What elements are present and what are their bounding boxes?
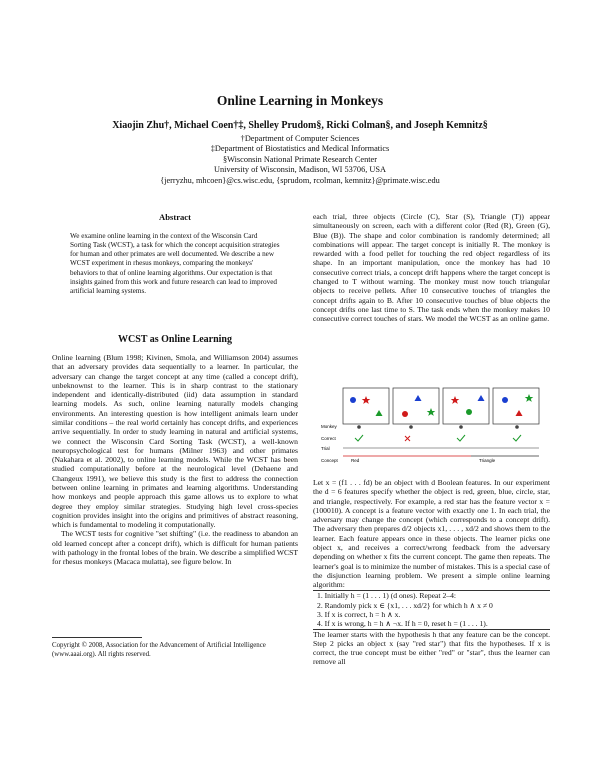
correct-markers xyxy=(355,435,521,441)
body-paragraph: Let x = (f1 . . . fd) be an object with d Boolean features. In our experiment the d = 6 features specify whether the object is red, green, blue, circle, star, and triangle, respectively. For example, a red star has the feature vector x = (100010). A concept is a feature vector with exactly one 1. In each trial, the adversary may change the concept (which corresponds to a concept drift). The adversary then prepares d/2 objects x1, . . . , xd/2 and shows them to the learner. Each feature appears once in these objects. The learner picks one object x, and receives a correct/wrong feedback from the adversary depending on whether x fits the current concept. The game then repeats. The learner's goal is to minimize the number of mistakes. This is a special case of the disjunction learning problem. We present a simple online learning algorithm: xyxy=(313,478,550,590)
monkey-label: Monkey xyxy=(321,424,337,429)
circle-icon xyxy=(402,411,408,417)
star-icon xyxy=(427,408,436,416)
algorithm-step: 4. If x is wrong, h = h ∧ ¬x. If h = 0, reset h = (1 . . . 1). xyxy=(317,619,488,629)
right-column-top xyxy=(313,212,550,323)
concept-label: Concept xyxy=(321,458,338,463)
author-list: Xiaojin Zhu†, Michael Coen†‡, Shelley Prudom§, Ricki Colman§, and Joseph Kemnitz§ xyxy=(112,120,488,131)
abstract-heading: Abstract xyxy=(159,212,191,222)
paper-title: Online Learning in Monkeys xyxy=(216,93,384,108)
monkey-choice-icons xyxy=(357,425,519,429)
copyright-footnote: Copyright © 2008, Association for the Advancement of Artificial Intelligence (www.aaai.org). All rights reserved. xyxy=(52,642,266,658)
right-column-bottom xyxy=(313,478,550,667)
wcst-figure xyxy=(321,380,545,466)
concept-triangle-label: Triangle xyxy=(479,458,496,463)
triangle-icon xyxy=(478,395,485,401)
trial-label: Trial xyxy=(321,446,330,451)
circle-icon xyxy=(502,397,508,403)
triangle-icon xyxy=(376,410,383,416)
body-paragraph: Online learning (Blum 1998; Kivinen, Smola, and Williamson 2004) assumes that an adversary provides data sequentially to a learner. In particular, the adversary can change the target concept at any time (called a concept drift), unbeknownst to the learner. This is in sharp contrast to the stationary independent and identically-distributed (iid) data assumption in standard learning models. As such, online learning naturally models changing environments. An interesting question is how intelligent animals learn under similar conditions – the real world certainly has concept drifts, and experiences arrive sequentially. In order to study learning in natural and artificial systems, we connect the Wisconsin Card Sorting Task (WCST), a well-known neuropsychological test for humans (Milner 1963) and other primates (Nakahara et al. 2002), to online learning models. While the WCST has been studied computationally before at the neurological level (Dehaene and Changeux 1991), we believe this study is the first to address the connection between online learning in primates and learning algorithms. Understanding how monkeys and people approach this game allows us to explore to what degree they employ similar strategies. Studying high level cross-species cognition provides insight into the origins and primitives of abstract reasoning, which is fundamental to modeling it computationally. xyxy=(52,353,298,530)
affiliation-line: §Wisconsin National Primate Research Center xyxy=(222,154,378,164)
correct-label: Correct xyxy=(321,436,336,441)
trial-panels xyxy=(343,388,539,424)
affiliation-line: University of Wisconsin, Madison, WI 53706, USA xyxy=(214,165,386,175)
abstract-text: We examine online learning in the context of the Wisconsin Card Sorting Task (WCST), a task for which the concept acquisition strategies for human and other primates are well documented. We describe a new WCST experiment in rhesus monkeys, comparing the monkeys' behaviors to that of online learning algorithms. Our expectation is that insights gained from this work and future research can lead to improved artificial learning systems. xyxy=(70,232,280,295)
algorithm-box xyxy=(313,590,550,629)
body-paragraph: The WCST tests for cognitive "set shifting" (i.e. the readiness to abandon an old learned concept after a concept drift), which is difficult for human patients with pathology in the frontal lobes of the brain. We describe a simplified WCST for rhesus monkeys (Macaca mulatta), see figure below. In xyxy=(52,529,298,567)
triangle-icon xyxy=(415,395,422,401)
body-paragraph: each trial, three objects (Circle (C), Star (S), Triangle (T)) appear simultaneously on screen, each with a different color (Red (R), Green (G), Blue (B)). The shape and color combination is randomly determined; all combinations will appear. The target concept is initially R. The monkey is rewarded with a food pellet for touching the red object regardless of its shape. In an important manipulation, once the monkey has had 10 consecutive correct trials, a concept drift happens where the target concept is changed to T without warning. The monkey must now touch triangular objects to receive pellets. After 10 consecutive touches of triangles the concept drifts again to B. After 10 consecutive touches of blue objects the concept drifts one last time to S. The task ends when the monkey makes 10 consecutive correct touches of stars. We model the WCST as an online game. xyxy=(313,212,550,324)
star-icon xyxy=(362,396,371,404)
affiliation-line: ‡Department of Biostatistics and Medical Informatics xyxy=(210,144,390,154)
algorithm-step: 3. If x is correct, h = h ∧ x. xyxy=(317,609,401,619)
email-line: {jerryzhu, mhcoen}@cs.wisc.edu, {sprudom, rcolman, kemnitz}@primate.wisc.edu xyxy=(160,175,440,185)
affiliations xyxy=(0,134,600,186)
algorithm-step: 1. Initially h = (1 . . . 1) (d ones). Repeat 2–4: xyxy=(317,591,457,601)
body-paragraph: The learner starts with the hypothesis h that any feature can be the concept. Step 2 picks an object x (say "red star") that fits the hypotheses. If x is correct, the true concept must be either "red" or "star", thus the learner can remove all xyxy=(313,629,550,667)
stimulus-objects xyxy=(350,394,533,417)
circle-icon xyxy=(350,397,356,403)
affiliation-line: †Department of Computer Sciences xyxy=(240,134,360,143)
circle-icon xyxy=(466,409,472,415)
concept-red-label: Red xyxy=(351,458,360,463)
left-column-body xyxy=(52,353,298,566)
triangle-icon xyxy=(516,410,523,416)
star-icon xyxy=(525,394,534,402)
algorithm-step: 2. Randomly pick x ∈ {x1, . . . xd/2} for which h ∧ x ≠ 0 xyxy=(317,600,493,610)
footnote-rule xyxy=(52,637,142,638)
section-heading: WCST as Online Learning xyxy=(117,334,232,345)
star-icon xyxy=(451,396,460,404)
